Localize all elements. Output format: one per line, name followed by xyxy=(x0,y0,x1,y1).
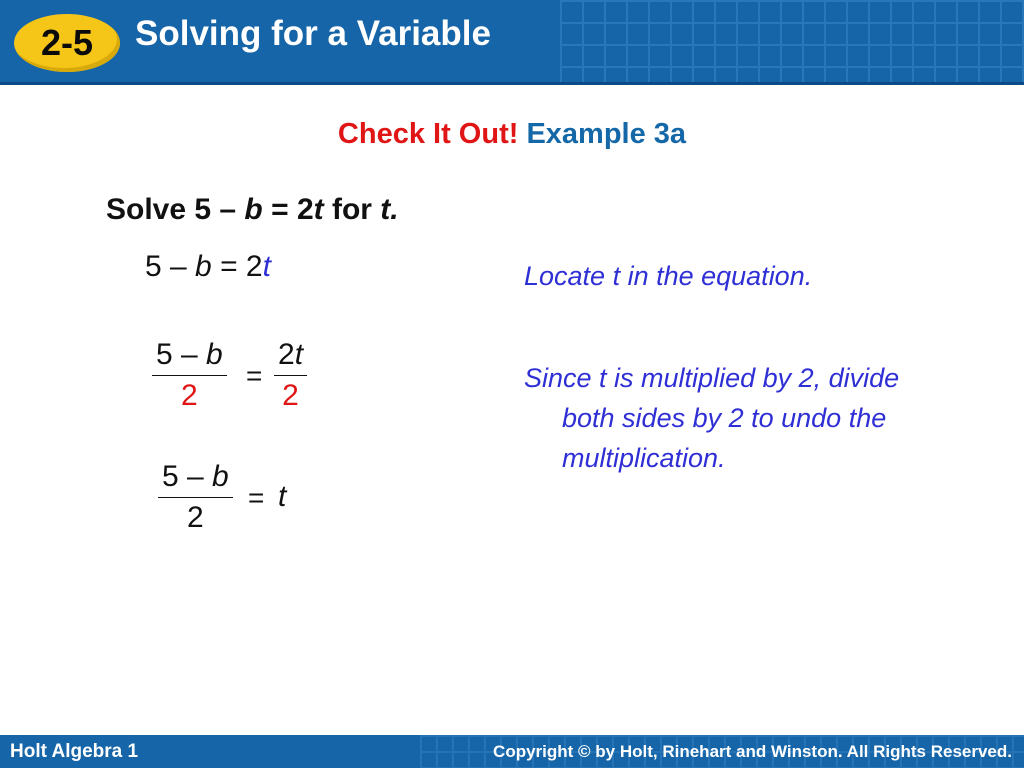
equation-step-1 xyxy=(145,250,271,284)
footer-band xyxy=(0,735,1024,768)
fraction-bar xyxy=(152,375,227,376)
note-divide xyxy=(524,358,1004,478)
fraction-bar xyxy=(274,375,307,376)
problem-var-b: b xyxy=(244,193,263,226)
header-divider xyxy=(0,82,1024,85)
fraction-left-step-2 xyxy=(152,338,227,413)
numerator-text: 5 – xyxy=(162,460,213,493)
fraction-denominator: 2 xyxy=(187,501,204,534)
note-locate: Locate t in the equation. xyxy=(524,261,813,291)
problem-var-t-end: t. xyxy=(380,193,399,226)
lesson-badge xyxy=(14,14,120,72)
numerator-var-b: b xyxy=(212,460,229,493)
copyright-notice: Copyright © by Holt, Rinehart and Winston. All Rights Reserved. xyxy=(493,742,1012,761)
problem-statement xyxy=(106,193,399,227)
problem-var-t: t xyxy=(313,193,324,226)
fraction-bar xyxy=(158,497,233,498)
check-it-out-label: Check It Out! xyxy=(337,118,519,150)
fraction-numerator xyxy=(274,338,307,372)
header-grid-pattern xyxy=(560,0,1024,82)
equals-sign: = xyxy=(246,360,263,391)
fraction-denominator: 2 xyxy=(282,379,299,412)
slide-heading xyxy=(0,118,1024,151)
lesson-number: 2-5 xyxy=(40,22,94,63)
eq1-left: 5 – xyxy=(145,250,196,283)
result-var-t: t xyxy=(278,480,287,513)
example-label: Example 3a xyxy=(526,118,687,150)
eq1-var-t: t xyxy=(262,250,271,283)
fraction-right-step-2 xyxy=(274,338,307,413)
equals-sign: = xyxy=(248,482,265,513)
problem-prefix: Solve 5 – xyxy=(106,193,245,226)
numerator-text: 2 xyxy=(278,338,295,371)
eq1-mid: = 2 xyxy=(211,250,263,283)
numerator-text: 5 – xyxy=(156,338,207,371)
header-band xyxy=(0,0,1024,82)
problem-mid: = 2 xyxy=(262,193,314,226)
fraction-numerator xyxy=(152,338,227,372)
note-divide-line-1: Since t is multiplied by 2, divide xyxy=(524,363,900,393)
fraction-numerator xyxy=(158,460,233,494)
numerator-var-t: t xyxy=(294,338,304,371)
fraction-denominator: 2 xyxy=(181,379,198,412)
note-divide-line-2: both sides by 2 to undo the xyxy=(562,403,887,433)
fraction-step-3 xyxy=(158,460,233,535)
problem-for: for xyxy=(323,193,381,226)
book-title: Holt Algebra 1 xyxy=(10,741,139,762)
note-divide-line-3: multiplication. xyxy=(562,443,726,473)
numerator-var-b: b xyxy=(206,338,223,371)
eq1-var-b: b xyxy=(195,250,212,283)
lesson-title: Solving for a Variable xyxy=(135,14,491,53)
